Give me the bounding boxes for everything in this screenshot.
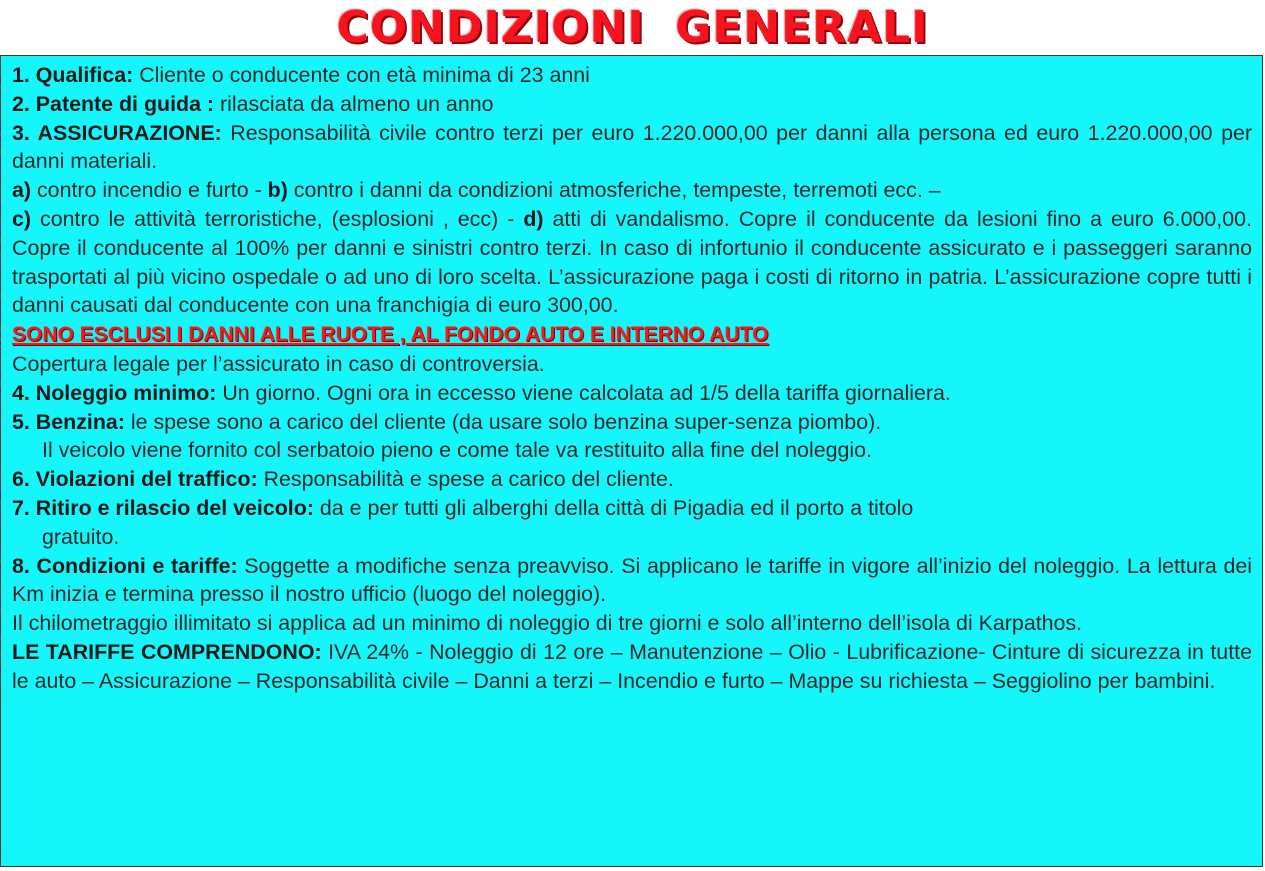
item-text: Cliente o conducente con età minima di 23 anni bbox=[133, 63, 590, 87]
item-label: 7. Ritiro e rilascio del veicolo: bbox=[12, 495, 314, 520]
item-label: 5. Benzina: bbox=[12, 409, 125, 434]
item-text: IVA 24% - Noleggio di 12 ore – Manutenzione – Olio - Lubrificazione- Cinture di sicurezza in tutte le auto – Assicurazione – Responsabilità civile – Danni a terzi – Incendio e furto – Mappe su richiesta – Seggiolino per bambini. bbox=[12, 639, 1252, 693]
item-benzina-note: Il veicolo viene fornito col serbatoio pieno e come tale va restituito alla fine del noleggio. bbox=[42, 438, 872, 463]
item-ritiro bbox=[12, 494, 1252, 523]
km-note: Il chilometraggio illimitato si applica ad un minimo di noleggio di tre giorni e solo all’interno dell’isola di Karpathos. bbox=[12, 611, 1083, 636]
exclusion-warning bbox=[12, 320, 1252, 350]
item-ritiro-note: gratuito. bbox=[42, 524, 120, 549]
item-condizioni bbox=[12, 552, 1252, 610]
page-title: CONDIZIONI GENERALI bbox=[336, 1, 929, 53]
item-coverage-cd bbox=[12, 205, 1252, 320]
item-violazioni bbox=[12, 465, 1252, 494]
coverage-d-text: atti di vandalismo. Copre il conducente da lesioni fino a euro 6.000,00. Copre il conducente al 100% per danni e sinistri contro terzi. In caso di infortunio il conducente assicurato e i passeggeri saranno trasportati al più vicino ospedale o ad uno di loro scelta. L’assicurazione paga i costi di ritorno in patria. L’assicurazione copre tutti i danni causati dal conducente con una franchigia di euro 300,00. bbox=[12, 206, 1252, 318]
item-label: 3. ASSICURAZIONE: bbox=[12, 120, 222, 145]
item-text: da e per tutti gli alberghi della città di Pigadia ed il porto a titolo bbox=[313, 495, 914, 520]
item-label: 6. Violazioni del traffico: bbox=[12, 467, 258, 492]
item-text: rilasciata da almeno un anno bbox=[214, 91, 494, 116]
item-text: Soggette a modifiche senza preavviso. Si applicano le tariffe in vigore all’inizio del noleggio. La lettura dei Km inizia e termina presso il nostro ufficio (luogo del noleggio). bbox=[12, 553, 1252, 607]
item-text: Responsabilità civile contro terzi per euro 1.220.000,00 per danni alla persona ed euro 1.220.000,00 per danni materiali. bbox=[12, 120, 1252, 174]
conditions-panel bbox=[0, 55, 1263, 867]
coverage-d-label: d) bbox=[523, 206, 544, 231]
warning-text: SONO ESCLUSI I DANNI ALLE RUOTE , AL FONDO AUTO E INTERNO AUTO bbox=[12, 323, 769, 347]
item-text: Un giorno. Ogni ora in eccesso viene calcolata ad 1/5 della tariffa giornaliera. bbox=[216, 380, 951, 405]
item-patente bbox=[12, 90, 1252, 119]
item-label: 4. Noleggio minimo: bbox=[12, 380, 217, 405]
item-assicurazione bbox=[12, 119, 1252, 177]
coverage-a-label: a) bbox=[12, 178, 32, 203]
item-text: le spese sono a carico del cliente (da usare solo benzina super-senza piombo). bbox=[124, 409, 882, 434]
coverage-b-label: b) bbox=[267, 178, 288, 203]
coverage-a-text: contro incendio e furto - bbox=[31, 178, 268, 203]
item-text: Responsabilità e spese a carico del cliente. bbox=[257, 467, 674, 492]
tariffe-comprendono bbox=[12, 638, 1252, 696]
item-label: 8. Condizioni e tariffe: bbox=[12, 553, 238, 578]
coverage-c-text: contro le attività terroristiche, (esplosioni , ecc) - bbox=[31, 206, 524, 231]
item-benzina bbox=[12, 408, 1252, 437]
item-qualifica bbox=[12, 61, 1252, 90]
item-label: 2. Patente di guida : bbox=[12, 91, 215, 116]
item-noleggio-minimo bbox=[12, 379, 1252, 408]
item-label: 1. Qualifica: bbox=[12, 63, 134, 87]
coverage-c-label: c) bbox=[12, 206, 32, 231]
coverage-b-text: contro i danni da condizioni atmosferiche, tempeste, terremoti ecc. – bbox=[287, 178, 941, 203]
item-coverage-ab bbox=[12, 176, 1252, 205]
legal-coverage: Copertura legale per l’assicurato in caso di controversia. bbox=[12, 351, 545, 376]
item-label: LE TARIFFE COMPRENDONO: bbox=[12, 639, 322, 664]
